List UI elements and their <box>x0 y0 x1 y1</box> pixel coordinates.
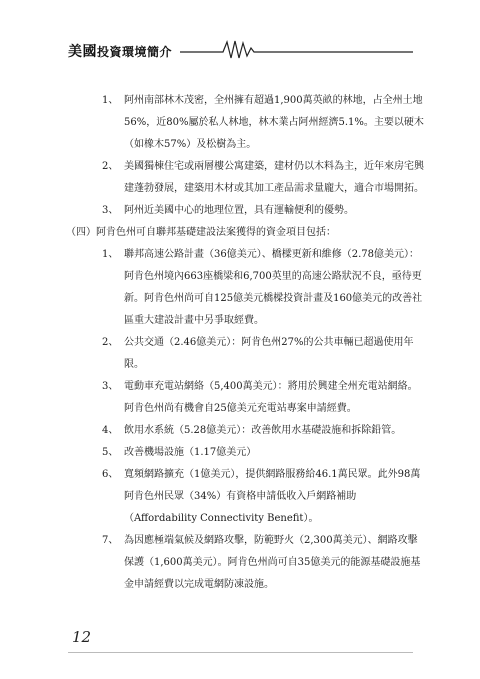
item-list-sub <box>102 244 427 596</box>
list-item-text: 飲用水系統（5.28億美元）：改善飲用水基礎設施和拆除鉛管。 <box>124 425 402 436</box>
list-item-number: 7、 <box>102 535 119 546</box>
list-item-number: 3、 <box>102 381 119 392</box>
list-item <box>102 332 427 376</box>
list-item <box>102 244 427 332</box>
list-item-text: 電動車充電站網絡（5,400萬美元）：將用於興建全州充電站網絡。阿肯色州尚有機會自25億美元充電站專案申請經費。 <box>124 381 418 414</box>
list-item-text: 為因應極端氣候及網路攻擊，防範野火（2,300萬美元）、網路攻擊保護（1,600萬美元）。阿肯色州尚可自35億美元的能源基礎設施基金申請經費以完成電網防凍設施。 <box>124 535 421 590</box>
list-item-number: 4、 <box>102 425 119 436</box>
list-item-number: 3、 <box>102 205 119 216</box>
header-title <box>68 41 172 61</box>
list-item-text: 公共交通（2.46億美元）：阿肯色州27%的公共車輛已超過使用年限。 <box>124 337 414 370</box>
list-item-number: 6、 <box>102 469 119 480</box>
list-item-number: 2、 <box>102 161 119 172</box>
list-item-text: 寬頻網路擴充（1億美元），提供網路服務給46.1萬民眾。此外98萬阿肯色州民眾（34%）有資格申請低收入戶網路補助（Affordability Connectivity Benefit）。 <box>124 469 421 524</box>
list-item <box>102 156 427 200</box>
list-item <box>102 530 427 596</box>
header-title-rest: 投資環境簡介 <box>97 45 173 59</box>
main-content <box>66 90 427 596</box>
list-item <box>102 200 427 222</box>
list-item-number: 1、 <box>102 95 119 106</box>
list-item-text: 改善機場設施（1.17億美元） <box>124 447 257 458</box>
list-item-number: 5、 <box>102 447 119 458</box>
running-header <box>68 38 413 60</box>
bottom-rule <box>68 652 413 653</box>
list-item-number: 2、 <box>102 337 119 348</box>
item-list-top <box>102 90 427 222</box>
header-title-big: 美國 <box>68 44 97 60</box>
list-item-text: 阿州近美國中心的地理位置，具有運輸便利的優勢。 <box>124 205 354 216</box>
list-item-text: 美國獨棟住宅或兩層樓公寓建築，建材仍以木料為主，近年來房宅興建蓬勃發展，建築用木材或其加工產品需求量龐大，適合市場開拓。 <box>124 161 424 194</box>
list-item <box>102 376 427 420</box>
list-item <box>102 464 427 530</box>
list-item <box>102 90 427 156</box>
section-heading: （四）阿肯色州可自聯邦基礎建設法案獲得的資金項目包括： <box>66 227 336 238</box>
list-item-number: 1、 <box>102 249 119 260</box>
page-number: 12 <box>72 628 92 646</box>
list-item <box>102 442 427 464</box>
list-item <box>102 420 427 442</box>
list-item-text: 聯邦高速公路計畫（36億美元）、橋樑更新和維修（2.78億美元）：阿肯色州境內663座橋梁和6,700英里的高速公路狀況不良，亟待更新。阿肯色州尚可自125億美元橋樑投資計畫及160億美元的改善社區重大建設計畫中另爭取經費。 <box>124 249 423 326</box>
list-item-text: 阿州南部林木茂密，全州擁有超過1,900萬英畝的林地，占全州土地56%，近80%屬於私人林地，林木業占阿州經濟5.1%。主要以硬木（如橡木57%）及松樹為主。 <box>124 95 424 150</box>
